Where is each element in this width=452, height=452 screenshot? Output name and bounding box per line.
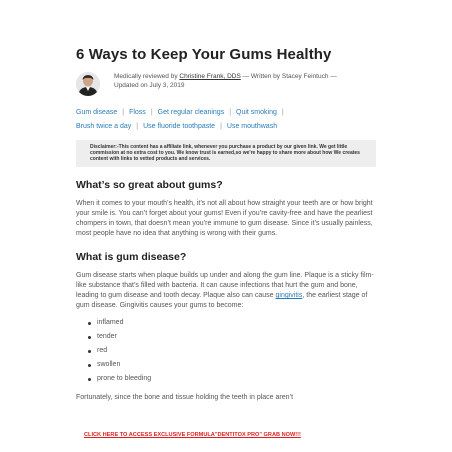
- reviewed-by-label: Medically reviewed by: [114, 73, 180, 80]
- list-item: tender: [97, 330, 376, 344]
- section-heading-gum-disease: What is gum disease?: [76, 251, 187, 263]
- nav-quit-smoking[interactable]: Quit smoking: [236, 109, 277, 116]
- nav-separator: |: [220, 123, 222, 130]
- list-item: prone to bleeding: [97, 372, 376, 386]
- paragraph-text: , the earliest stage of gum disease. Gingivitis causes your gums to become:: [76, 292, 368, 309]
- nav-floss[interactable]: Floss: [129, 109, 146, 116]
- cta-link[interactable]: CLICK HERE TO ACCESS EXCLUSIVE FORMULA"DENTITOX PRO" GRAB NOW!!!: [84, 432, 301, 438]
- gingivitis-link[interactable]: gingivitis: [275, 292, 303, 299]
- byline: [76, 72, 376, 96]
- nav-gum-disease[interactable]: Gum disease: [76, 109, 118, 116]
- paragraph-text: Gum disease starts when plaque builds up under and along the gum line. Plaque is a sticky film-like substance that’s filled with bacteria. It can cause infections that hurt the gum and bone, leading to gum disease and tooth decay. Plaque also can cause: [76, 272, 374, 299]
- author-avatar: [76, 72, 100, 96]
- written-by-label: — Written by Stacey Feintuch —: [240, 73, 337, 80]
- symptom-list: [76, 316, 376, 386]
- reviewer-link[interactable]: Christine Frank, DDS: [179, 73, 241, 80]
- section-paragraph-gum-disease: [76, 271, 376, 311]
- list-item: swollen: [97, 358, 376, 372]
- updated-date: Updated on July 3, 2019: [114, 82, 185, 89]
- nav-separator: |: [136, 123, 139, 130]
- section-heading-gums: What’s so great about gums?: [76, 179, 223, 191]
- nav-mouthwash[interactable]: Use mouthwash: [226, 123, 278, 130]
- article-nav: [76, 106, 376, 134]
- closing-paragraph: Fortunately, since the bone and tissue holding the teeth in place aren’t: [76, 394, 294, 401]
- nav-separator: |: [150, 109, 153, 116]
- list-item: inflamed: [97, 316, 376, 330]
- section-paragraph-gums: When it comes to your mouth’s health, it’s not all about how straight your teeth are or how bright your smile is. You can’t forget about your gums! Even if you’re cavity-free and have the pearliest chompers in town, that doesn’t mean you’re immune to gum disease. Since it’s usually painless, most people have no idea that anything is wrong with their gums.: [76, 200, 373, 237]
- article-title: 6 Ways to Keep Your Gums Healthy: [76, 46, 332, 63]
- nav-regular-cleanings[interactable]: Get regular cleanings: [157, 109, 225, 116]
- byline-text: [114, 72, 337, 90]
- nav-brush-twice[interactable]: Brush twice a day: [76, 123, 132, 130]
- nav-separator: |: [122, 109, 125, 116]
- nav-fluoride-toothpaste[interactable]: Use fluoride toothpaste: [143, 123, 216, 130]
- person-photo-icon: [76, 72, 100, 96]
- article: [76, 46, 376, 403]
- nav-separator: |: [229, 109, 232, 116]
- nav-separator: |: [281, 109, 284, 116]
- affiliate-disclaimer: Disclaimer:-This content has a affiliate link, whenever you purchase a product by our given link. We get little commission at no extra cost to you. We know trust is earned,so we're happy to share more about how We creates content with links to vetted products and services.: [76, 140, 376, 167]
- list-item: red: [97, 344, 376, 358]
